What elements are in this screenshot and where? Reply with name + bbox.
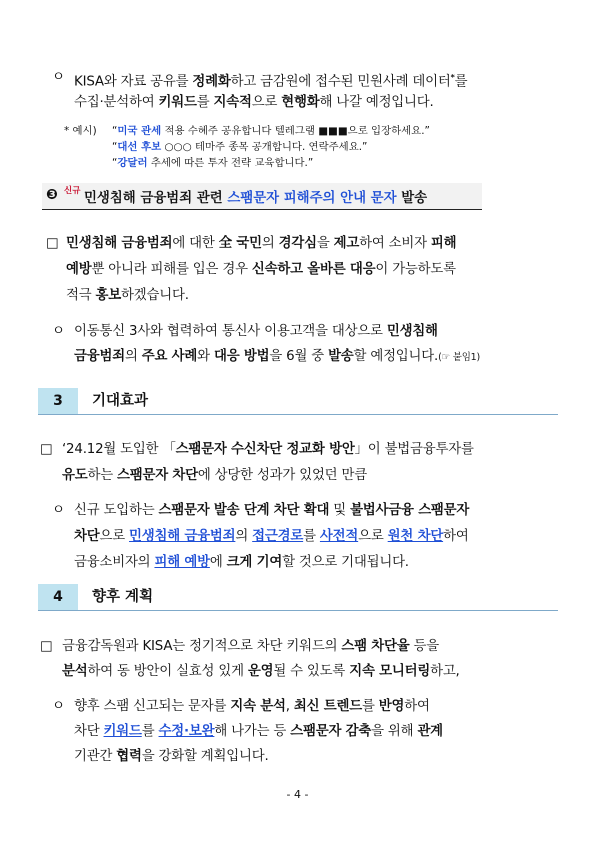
text-run: 하고 금감원에 접수된 민원사례 데이터 xyxy=(230,74,451,90)
text-run: 대응 방법 xyxy=(213,349,270,364)
example-prefix: * 예시) xyxy=(64,125,97,137)
paragraph-line xyxy=(74,718,443,745)
text-run: 관계 xyxy=(417,724,443,739)
text-run: 금융범죄 xyxy=(74,349,125,364)
text-run: 스팸문자 차단 xyxy=(117,468,198,483)
paragraph-line xyxy=(74,89,434,116)
text-run: 으로 xyxy=(99,529,130,544)
text-run: 에 대한 xyxy=(172,236,219,251)
text-run: 스팸문자 발송 단계 차단 확대 xyxy=(158,503,330,518)
paragraph-line xyxy=(74,743,269,770)
subheading-bar xyxy=(42,183,482,210)
text-run: 등을 xyxy=(409,639,440,654)
bullet-marker: □ xyxy=(46,236,59,251)
paragraph-line xyxy=(74,549,409,576)
text-run: 을 강화할 계획입니다. xyxy=(141,749,269,764)
text-run: 를 xyxy=(141,724,159,739)
text-run: 지속적 xyxy=(213,95,252,110)
section-divider xyxy=(38,610,558,611)
text-run: 민생침해 xyxy=(386,324,438,339)
text-run: 스팸문자 감축 xyxy=(290,724,372,739)
text-run: 을 위해 xyxy=(371,724,418,739)
section-number: 4 xyxy=(53,589,63,605)
text-run: 하는 xyxy=(87,468,118,483)
example-line-3: “강달러 추세에 따른 투자 전략 교육합니다.” xyxy=(112,157,314,169)
bullet-marker: □ xyxy=(40,639,53,654)
text-run: 하여 xyxy=(404,699,430,714)
text-run: 주요 사례 xyxy=(141,349,198,364)
text-run: 원천 차단 xyxy=(387,529,444,544)
text-run: 이동통신 3사와 협력하여 통신사 이용고객을 대상으로 xyxy=(74,324,387,339)
text-run: 수정·보완 xyxy=(158,724,215,739)
section-heading-3 xyxy=(38,388,558,414)
text-run: 차단 xyxy=(74,724,104,739)
text-run: 정례화 xyxy=(192,74,231,90)
text-run: 와 xyxy=(197,349,214,364)
text-run: KISA와 자료 공유를 xyxy=(74,74,193,90)
text-run: 의 xyxy=(235,529,253,544)
text-run: 지속 모니터링 xyxy=(349,664,431,679)
text-run: 현행화 xyxy=(281,95,320,110)
text-run: 크게 기여 xyxy=(226,555,283,570)
text-run: 하여 xyxy=(443,529,469,544)
text-run: 하겠습니다. xyxy=(121,288,189,303)
text-run: 접근경로 xyxy=(252,529,304,544)
text-run: 全 국민 xyxy=(218,236,262,251)
text-run: 민생침해 금융범죄 xyxy=(129,529,236,544)
text-run: 를 xyxy=(196,95,214,110)
paragraph-line xyxy=(74,343,480,371)
subheading-new-tag: 신규 xyxy=(64,186,81,196)
text-run: 하여 동 방안이 실효성 있게 xyxy=(87,664,248,679)
text-run: 를 xyxy=(303,529,320,544)
text-run: 으로 xyxy=(251,95,282,110)
bullet-marker: □ xyxy=(40,442,53,457)
text-run: 제고 xyxy=(333,236,360,251)
text-run: 불법사금융 스팸문자 xyxy=(350,503,470,518)
text-run: 의 xyxy=(124,349,142,364)
text-run: 차단 xyxy=(74,529,100,544)
text-run: 해 나갈 예정입니다. xyxy=(319,95,434,110)
section-divider xyxy=(38,414,558,415)
text-run: 될 수 있도록 xyxy=(273,664,350,679)
section-number: 3 xyxy=(53,393,63,409)
text-run: 이 가능하도록 xyxy=(375,262,456,277)
text-run: 피해 예방 xyxy=(154,555,210,570)
paragraph-line xyxy=(62,658,460,685)
text-run: 할 것으로 기대됩니다. xyxy=(282,555,409,570)
paragraph-line xyxy=(62,462,367,489)
text-run: 분석 xyxy=(62,664,88,679)
text-run: 를 xyxy=(362,699,379,714)
text-run: 에 xyxy=(209,555,227,570)
section-title: 향후 계획 xyxy=(92,589,154,605)
text-run: 운영 xyxy=(247,664,274,679)
paragraph-line xyxy=(66,230,456,257)
subheading-number: ❸ xyxy=(46,187,58,203)
text-run: 적극 xyxy=(66,288,96,303)
paragraph-line xyxy=(74,523,469,550)
text-run: 」이 불법금융투자를 xyxy=(354,442,474,457)
text-run: 하여 소비자 xyxy=(359,236,431,251)
text-run: * xyxy=(450,73,455,82)
text-run: 하고, xyxy=(430,664,460,679)
text-run: 금융소비자의 xyxy=(74,555,155,570)
text-run: 할 예정입니다. xyxy=(353,349,439,364)
text-run: 사전적 xyxy=(319,529,359,544)
bullet-marker: ㅇ xyxy=(52,70,65,85)
text-run: 에 상당한 성과가 있었던 만큼 xyxy=(197,468,367,483)
text-run: 발송 xyxy=(328,349,354,364)
text-run: 수집·분석하여 xyxy=(74,95,159,110)
page-number: - 4 - xyxy=(286,788,309,801)
text-run: 경각심 xyxy=(278,236,317,251)
text-run: 키워드 xyxy=(103,724,142,739)
text-run: 키워드 xyxy=(158,95,197,110)
subheading-title: 민생침해 금융범죄 관련 스팸문자 피해주의 안내 문자 발송 xyxy=(84,191,428,206)
reference-note: (☞ 붙임1) xyxy=(438,352,481,363)
example-line-1: “미국 관세 적용 수혜주 공유합니다 텔레그램 ■■■으로 입장하세요.” xyxy=(112,125,430,137)
text-run: 유도 xyxy=(62,468,88,483)
text-run: 신규 도입하는 xyxy=(74,503,159,518)
section-title: 기대효과 xyxy=(92,393,149,409)
text-run: , xyxy=(285,699,294,714)
text-run: ‘24.12월 도입한 「 xyxy=(62,442,176,457)
text-run: 을 xyxy=(316,236,334,251)
text-run: 향후 스팸 신고되는 문자를 xyxy=(74,699,231,714)
text-run: 홍보 xyxy=(95,288,122,303)
text-run: 기관간 xyxy=(74,749,117,764)
paragraph-line xyxy=(62,633,439,660)
paragraph-line xyxy=(74,318,438,345)
paragraph-line xyxy=(74,497,469,524)
text-run: 피해 xyxy=(430,236,457,251)
paragraph-line xyxy=(66,282,189,309)
text-run: 예방 xyxy=(66,262,92,277)
text-run: 신속하고 올바른 대응 xyxy=(251,262,376,277)
paragraph-line xyxy=(66,256,456,283)
bullet-marker: ㅇ xyxy=(52,324,65,339)
text-run: 를 xyxy=(454,74,468,90)
text-run: 스팸 차단율 xyxy=(341,639,410,654)
text-run: 민생침해 금융범죄 xyxy=(66,236,173,251)
text-run: 스팸문자 수신차단 정교화 방안 xyxy=(175,442,355,457)
example-line-2: “대선 후보 ○○○ 테마주 종목 공개합니다. 연락주세요.” xyxy=(112,141,368,153)
bullet-marker: ㅇ xyxy=(52,699,65,714)
paragraph-line xyxy=(62,436,474,463)
paragraph-line xyxy=(74,693,430,720)
bullet-marker: ㅇ xyxy=(52,503,65,518)
text-run: 및 xyxy=(329,503,351,518)
text-run: 의 xyxy=(261,236,279,251)
text-run: 을 6월 중 xyxy=(269,349,329,364)
text-run: 최신 트렌드 xyxy=(293,699,362,714)
text-run: 지속 분석 xyxy=(230,699,286,714)
section-heading-4 xyxy=(38,584,558,610)
text-run: 금융감독원과 KISA는 정기적으로 차단 키워드의 xyxy=(62,639,342,654)
text-run: 뿐 아니라 피해를 입은 경우 xyxy=(91,262,252,277)
text-run: 으로 xyxy=(358,529,388,544)
text-run: 해 나가는 등 xyxy=(214,724,291,739)
text-run: 협력 xyxy=(116,749,142,764)
text-run: 반영 xyxy=(378,699,405,714)
